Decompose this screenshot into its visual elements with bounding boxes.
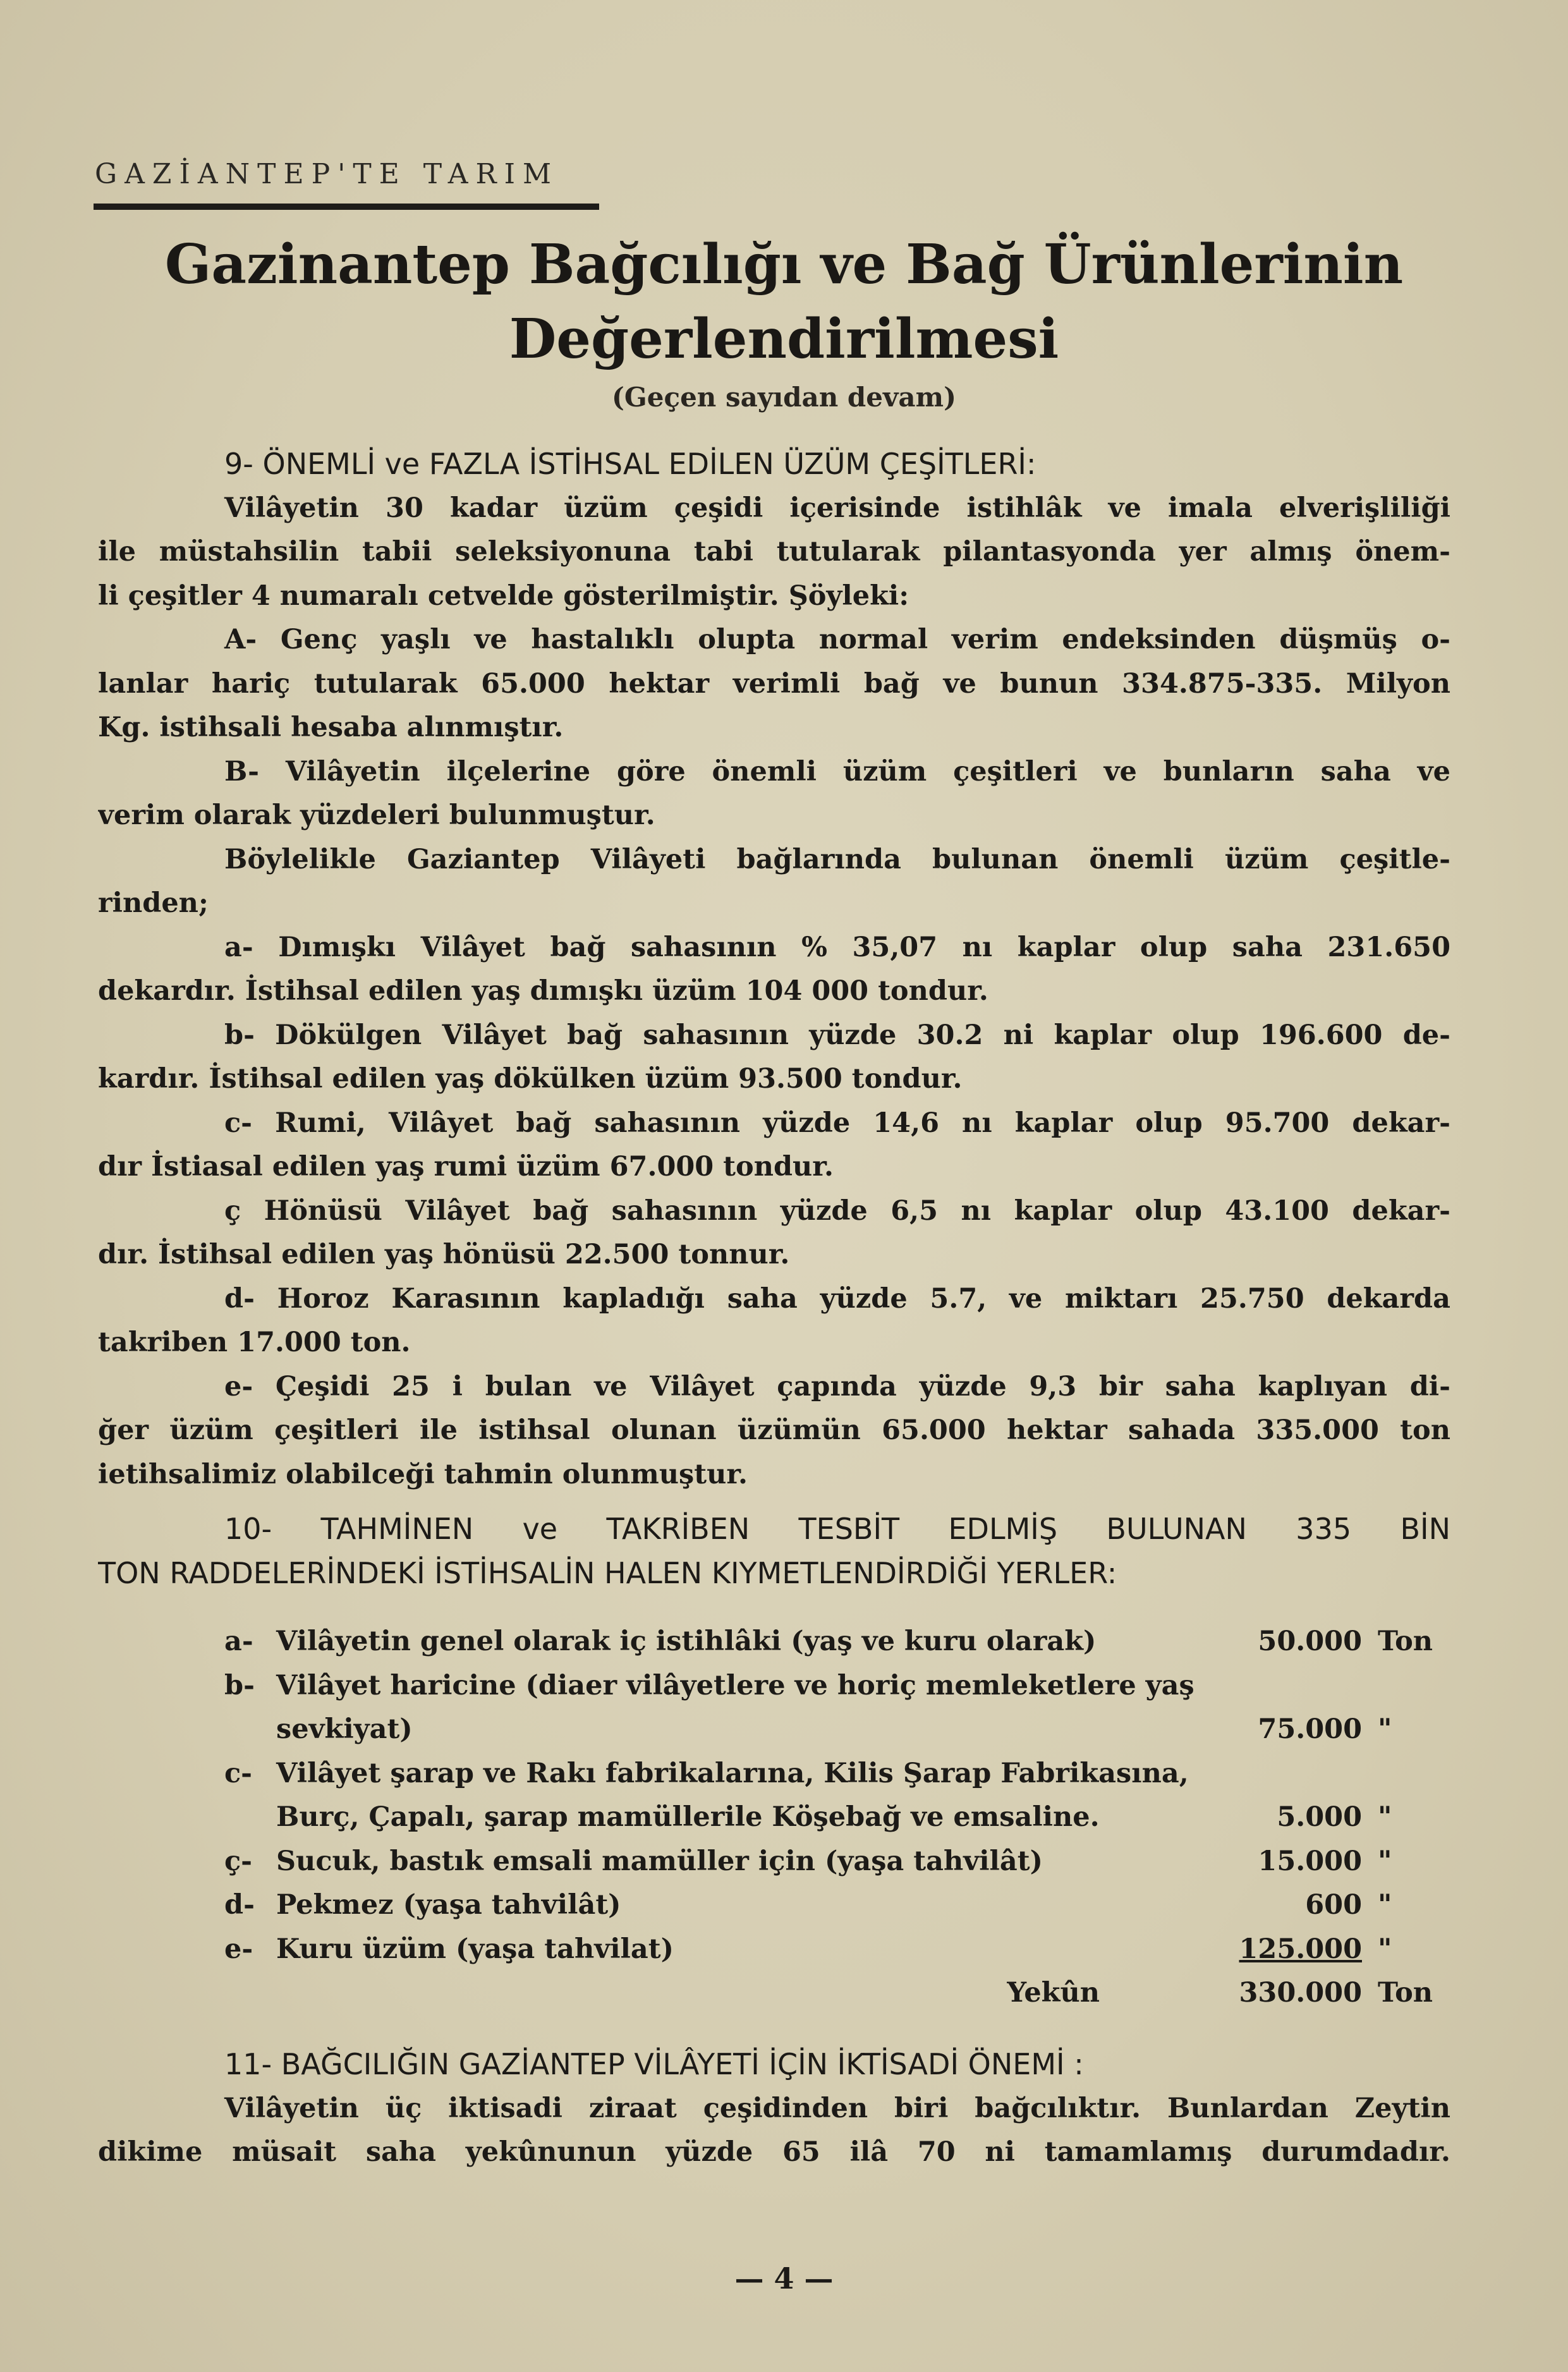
paragraph-line: ile müstahsilin tabii seleksiyonuna tabi tutularak pilantasyonda yer almış önem- bbox=[98, 536, 1450, 568]
row-amount: 600 bbox=[1305, 1889, 1362, 1921]
table-row bbox=[224, 1928, 1454, 1972]
row-unit: " bbox=[1378, 1713, 1392, 1745]
row-unit: " bbox=[1378, 1845, 1392, 1877]
paragraph-line: ğer üzüm çeşitleri ile istihsal olunan üzümün 65.000 hektar sahada 335.000 ton bbox=[98, 1414, 1450, 1446]
header-rule bbox=[94, 204, 599, 210]
paragraph-line: e- Çeşidi 25 i bulan ve Vilâyet çapında yüzde 9,3 bir saha kaplıyan di- bbox=[224, 1370, 1450, 1402]
paragraph-line: a- Dımışkı Vilâyet bağ sahasının % 35,07 nı kaplar olup saha 231.650 bbox=[224, 931, 1450, 963]
row-label: e- bbox=[224, 1933, 253, 1965]
total-unit: Ton bbox=[1378, 1977, 1433, 2009]
paragraph-line: Böylelikle Gaziantep Vilâyeti bağlarında bulunan önemli üzüm çeşitle- bbox=[224, 843, 1450, 875]
paragraph-line: kardır. İstihsal edilen yaş dökülken üzüm 93.500 tondur. bbox=[98, 1063, 963, 1095]
row-description: Vilâyet haricine (diaer vilâyetlere ve horiç memleketlere yaş bbox=[276, 1669, 1194, 1701]
paragraph-line: B- Vilâyetin ilçelerine göre önemli üzüm çeşitleri ve bunların saha ve bbox=[224, 755, 1450, 788]
section-10-heading bbox=[98, 1507, 1450, 1595]
paragraph-line: rinden; bbox=[98, 887, 209, 919]
row-label: ç- bbox=[224, 1845, 253, 1877]
total-label: Yekûn bbox=[1007, 1977, 1100, 2009]
row-description: Kuru üzüm (yaşa tahvilat) bbox=[276, 1933, 674, 1965]
table-row bbox=[224, 1883, 1454, 1928]
paragraph-line: li çeşitler 4 numaralı cetvelde gösterilmiştir. Şöyleki: bbox=[98, 580, 909, 612]
row-unit: " bbox=[1378, 1933, 1392, 1965]
row-label: a- bbox=[224, 1626, 253, 1657]
table-row bbox=[224, 1708, 1454, 1752]
paragraph-line: ç Hönüsü Vilâyet bağ sahasının yüzde 6,5 nı kaplar olup 43.100 dekar- bbox=[224, 1195, 1450, 1227]
paragraph-line: ietihsalimiz olabilceği tahmin olunmuştur. bbox=[98, 1458, 748, 1490]
article-title-line1: Gazinantep Bağcılığı ve Bağ Ürünlerinin bbox=[164, 233, 1404, 296]
row-description: Burç, Çapalı, şarap mamüllerile Köşebağ ve emsaline. bbox=[276, 1801, 1100, 1833]
paragraph-line: Vilâyetin 30 kadar üzüm çeşidi içerisinde istihlâk ve imala elverişliliği bbox=[224, 492, 1450, 524]
table-row bbox=[224, 1620, 1454, 1664]
row-amount: 125.000 bbox=[1239, 1933, 1362, 1965]
section-10-heading-line2: TON RADDELERİNDEKİ İSTİHSALİN HALEN KIYMETLENDİRDİĞİ YERLER: bbox=[98, 1555, 1117, 1590]
section-9 bbox=[98, 442, 1450, 1497]
paragraph-line: dır İstiasal edilen yaş rumi üzüm 67.000 tondur. bbox=[98, 1151, 834, 1183]
usage-table bbox=[224, 1620, 1454, 2016]
paragraph-line: dikime müsait saha yekûnunun yüzde 65 ilâ 70 ni tamamlamış durumdadır. bbox=[98, 2136, 1450, 2168]
table-row bbox=[224, 1664, 1454, 1708]
paragraph-line: verim olarak yüzdeleri bulunmuştur. bbox=[98, 800, 655, 831]
row-label: b- bbox=[224, 1669, 255, 1701]
article-title-line2: Değerlendirilmesi bbox=[509, 307, 1059, 371]
paragraph-line: dır. İstihsal edilen yaş hönüsü 22.500 tonnur. bbox=[98, 1239, 790, 1270]
row-unit: " bbox=[1378, 1889, 1392, 1921]
paragraph-line: Vilâyetin üç iktisadi ziraat çeşidinden biri bağcılıktır. Bunlardan Zeytin bbox=[224, 2092, 1450, 2124]
section-9-heading: 9- ÖNEMLİ ve FAZLA İSTİHSAL EDİLEN ÜZÜM ÇEŞİTLERİ: bbox=[224, 447, 1036, 481]
row-description: Vilâyet şarap ve Rakı fabrikalarına, Kilis Şarap Fabrikasına, bbox=[276, 1757, 1189, 1789]
table-row bbox=[224, 1840, 1454, 1884]
paragraph-line: A- Genç yaşlı ve hastalıklı olupta normal verim endeksinden düşmüş o- bbox=[224, 624, 1450, 655]
row-description: Sucuk, bastık emsali mamüller için (yaşa tahvilât) bbox=[276, 1845, 1043, 1877]
paragraph-line: takriben 17.000 ton. bbox=[98, 1327, 411, 1358]
row-label: c- bbox=[224, 1757, 253, 1789]
paragraph-line: b- Dökülgen Vilâyet bağ sahasının yüzde 30.2 ni kaplar olup 196.600 de- bbox=[224, 1019, 1450, 1051]
row-amount: 75.000 bbox=[1258, 1713, 1362, 1745]
total-amount: 330.000 bbox=[1239, 1977, 1362, 2009]
row-description: Pekmez (yaşa tahvilât) bbox=[276, 1889, 621, 1921]
table-row bbox=[224, 1796, 1454, 1840]
paragraph-line: dekardır. İstihsal edilen yaş dımışkı üzüm 104 000 tondur. bbox=[98, 975, 988, 1007]
section-11 bbox=[98, 2043, 1450, 2175]
article-subtitle: (Geçen sayıdan devam) bbox=[612, 382, 956, 413]
paragraph-line: lanlar hariç tutularak 65.000 hektar verimli bağ ve bunun 334.875-335. Milyon bbox=[98, 667, 1450, 700]
paragraph-line: Kg. istihsali hesaba alınmıştır. bbox=[98, 712, 564, 743]
running-header: GAZİANTEP'TE TARIM bbox=[95, 158, 559, 190]
row-amount: 5.000 bbox=[1277, 1801, 1362, 1833]
row-description: sevkiyat) bbox=[276, 1713, 413, 1745]
section-11-heading: 11- BAĞCILIĞIN GAZİANTEP VİLÂYETİ İÇİN İKTİSADİ ÖNEMİ : bbox=[224, 2047, 1084, 2081]
row-amount: 50.000 bbox=[1258, 1626, 1362, 1657]
row-description: Vilâyetin genel olarak iç istihlâki (yaş ve kuru olarak) bbox=[276, 1626, 1097, 1657]
row-unit: " bbox=[1378, 1801, 1392, 1833]
paragraph-line: d- Horoz Karasının kapladığı saha yüzde 5.7, ve miktarı 25.750 dekarda bbox=[224, 1282, 1450, 1315]
row-amount: 15.000 bbox=[1258, 1845, 1362, 1877]
row-unit: Ton bbox=[1378, 1626, 1433, 1657]
paragraph-line: c- Rumi, Vilâyet bağ sahasının yüzde 14,6 nı kaplar olup 95.700 dekar- bbox=[224, 1107, 1450, 1139]
table-row bbox=[224, 1752, 1454, 1796]
row-label: d- bbox=[224, 1889, 255, 1921]
section-10-heading-line1: 10- TAHMİNEN ve TAKRİBEN TESBİT EDLMİŞ BULUNAN 335 BİN bbox=[224, 1512, 1450, 1546]
total-row bbox=[224, 1971, 1454, 2016]
page-number: — 4 — bbox=[734, 2261, 834, 2296]
